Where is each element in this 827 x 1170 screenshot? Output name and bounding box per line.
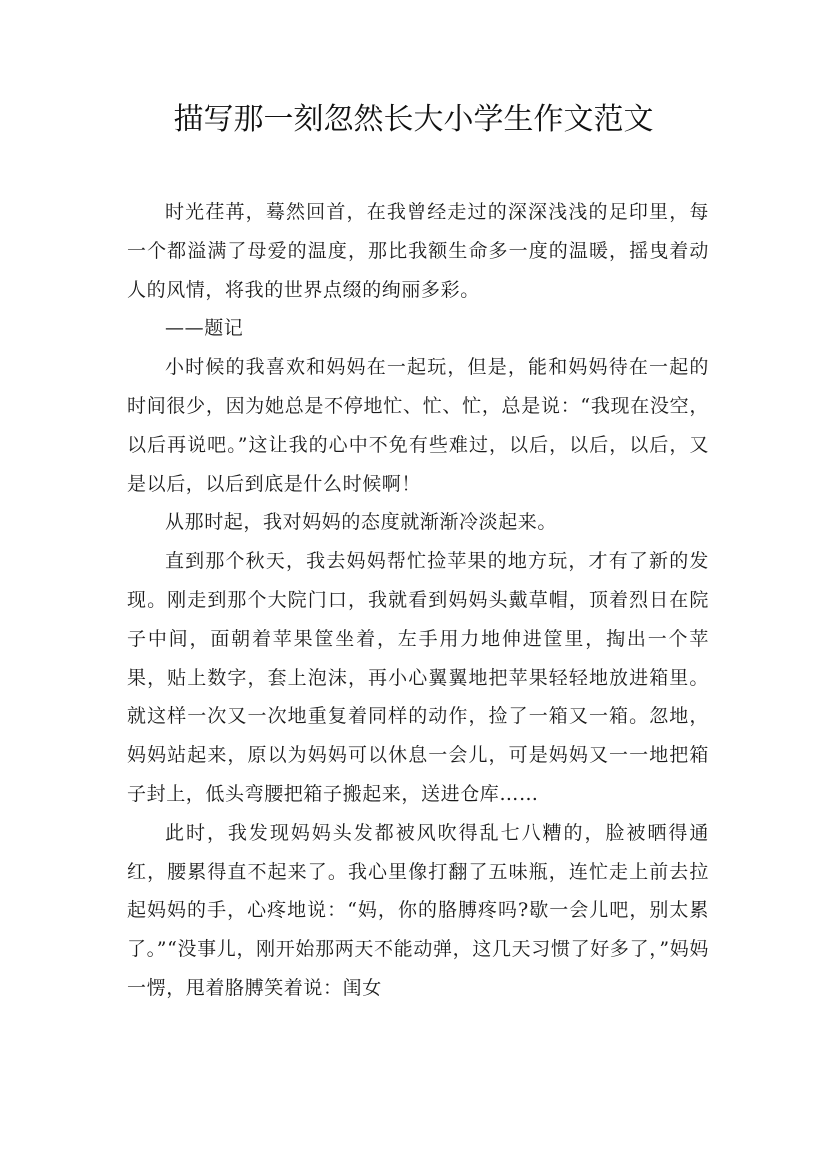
paragraph-autumn-discovery: 直到那个秋天，我去妈妈帮忙捡苹果的地方玩，才有了新的发现。刚走到那个大院门口，我就看到妈妈头戴草帽，顶着烈日在院子中间，面朝着苹果筐坐着，左手用力地伸进筐里，掏出一个苹果，贴上数字，套上泡沫，再小心翼翼地把苹果轻轻地放进箱里。就这样一次又一次地重复着同样的动作，捡了一箱又一箱。忽地，妈妈站起来，原以为妈妈可以休息一会儿，可是妈妈又一一地把箱子封上，低头弯腰把箱子搬起来，送进仓库…… [127, 550, 709, 805]
paragraph-realization: 此时，我发现妈妈头发都被风吹得乱七八糟的，脸被晒得通红，腰累得直不起来了。我心里像打翻了五味瓶，连忙走上前去拉起妈妈的手，心疼地说：“妈，你的胳膊疼吗?歇一会儿吧，别太累了。”“没事儿，刚开始那两天不能动弹，这几天习惯了好多了，”妈妈一愣，甩着胳膊笑着说：闺女 [127, 821, 709, 999]
document-body [127, 193, 709, 1008]
paragraph-childhood: 小时候的我喜欢和妈妈在一起玩，但是，能和妈妈待在一起的时间很少，因为她总是不停地忙、忙、忙，总是说：“我现在没空，以后再说吧。”这让我的心中不免有些难过，以后，以后，以后，又是以后，以后到底是什么时候啊！ [127, 356, 709, 495]
paragraph-cold-attitude: 从那时起，我对妈妈的态度就渐渐冷淡起来。 [165, 511, 558, 534]
paragraph-epigraph-attribution: ——题记 [165, 317, 244, 340]
document-title: 描写那一刻忽然长大小学生作文范文 [173, 102, 654, 137]
paragraph-epigraph: 时光荏苒，蓦然回首，在我曾经走过的深深浅浅的足印里，每一个都溢满了母爱的温度，那比我额生命多一度的温暖，摇曳着动人的风情，将我的世界点缀的绚丽多彩。 [127, 201, 709, 301]
